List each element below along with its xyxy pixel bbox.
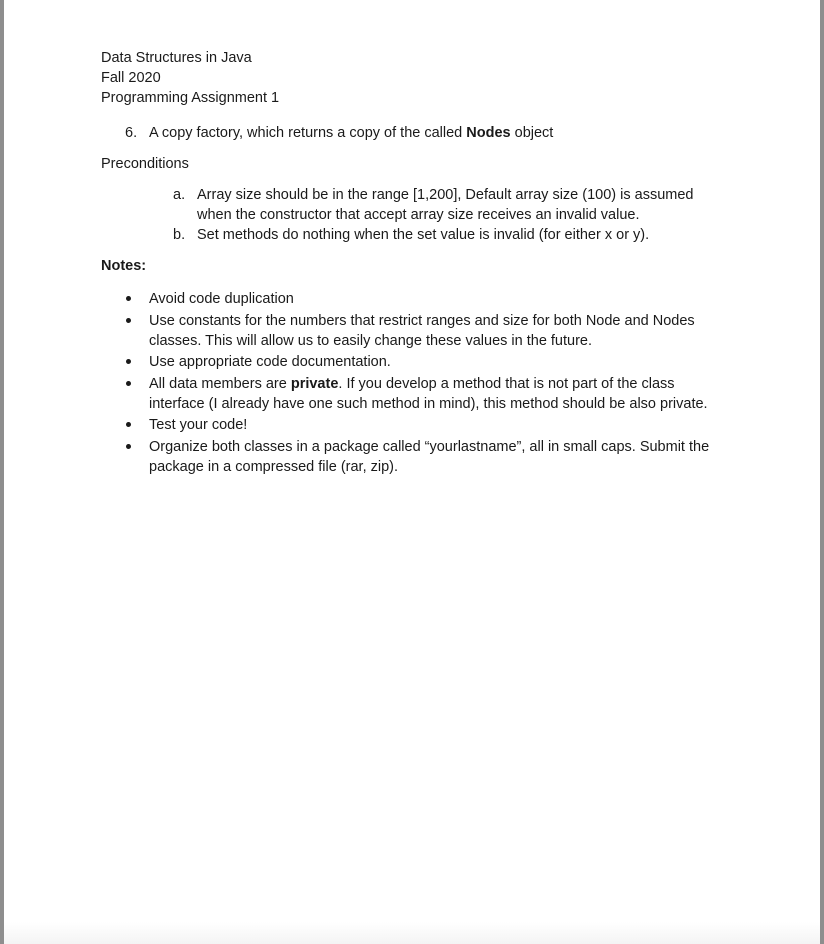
list-item-text-after: . If you develop a method that is not part of the class interface (I already have one such method in mind), this method should be also private. [149, 375, 708, 412]
course-title: Data Structures in Java [101, 50, 252, 66]
list-item [101, 352, 729, 372]
bullet-icon [126, 359, 131, 364]
list-item-text: Avoid code duplication [149, 291, 294, 307]
list-item-text: Test your code! [149, 417, 248, 433]
term-label: Fall 2020 [101, 70, 161, 86]
list-item [101, 437, 729, 477]
page-bottom-shading [4, 922, 820, 944]
list-item-text: Use constants for the numbers that restrict ranges and size for both Node and Nodes classes. This will allow us to easily change these values in the future. [149, 312, 695, 349]
list-item [101, 311, 729, 351]
list-item [101, 289, 729, 309]
item-text-bold: Nodes [466, 125, 511, 141]
list-item-text: Organize both classes in a package called “yourlastname”, all in small caps. Submit the package in a compressed file (rar, zip). [149, 438, 710, 475]
preconditions-list [101, 185, 741, 245]
list-item [101, 185, 697, 225]
list-item [101, 374, 729, 414]
notes-list [101, 289, 741, 477]
list-marker: b. [173, 227, 186, 243]
list-item-text-before: All data members are [149, 375, 291, 392]
document-page [4, 0, 820, 944]
bullet-icon [126, 296, 131, 301]
bullet-icon [126, 444, 131, 449]
viewer-edge-right [820, 0, 824, 944]
preconditions-heading: Preconditions [101, 156, 189, 172]
list-item-text: Array size should be in the range [1,200], Default array size (100) is assumed when the constructor that accept array size receives an invalid value. [197, 187, 694, 223]
list-item [101, 415, 729, 435]
bullet-icon [126, 381, 131, 386]
bullet-icon [126, 422, 131, 427]
list-item [101, 225, 697, 245]
list-item-text: Use appropriate code documentation. [149, 354, 391, 370]
list-item-text-bold: private [290, 375, 339, 392]
item-number: 6. [125, 125, 138, 141]
assignment-title: Programming Assignment 1 [101, 90, 280, 106]
list-item-text: Set methods do nothing when the set value is invalid (for either x or y). [197, 227, 650, 243]
item-text-before: A copy factory, which returns a copy of the called [149, 125, 467, 141]
bullet-icon [126, 318, 131, 323]
document-content [101, 48, 741, 478]
numbered-item-6 [101, 123, 741, 143]
notes-heading: Notes: [101, 258, 147, 274]
list-marker: a. [173, 187, 186, 203]
item-text-after: object [510, 125, 554, 141]
